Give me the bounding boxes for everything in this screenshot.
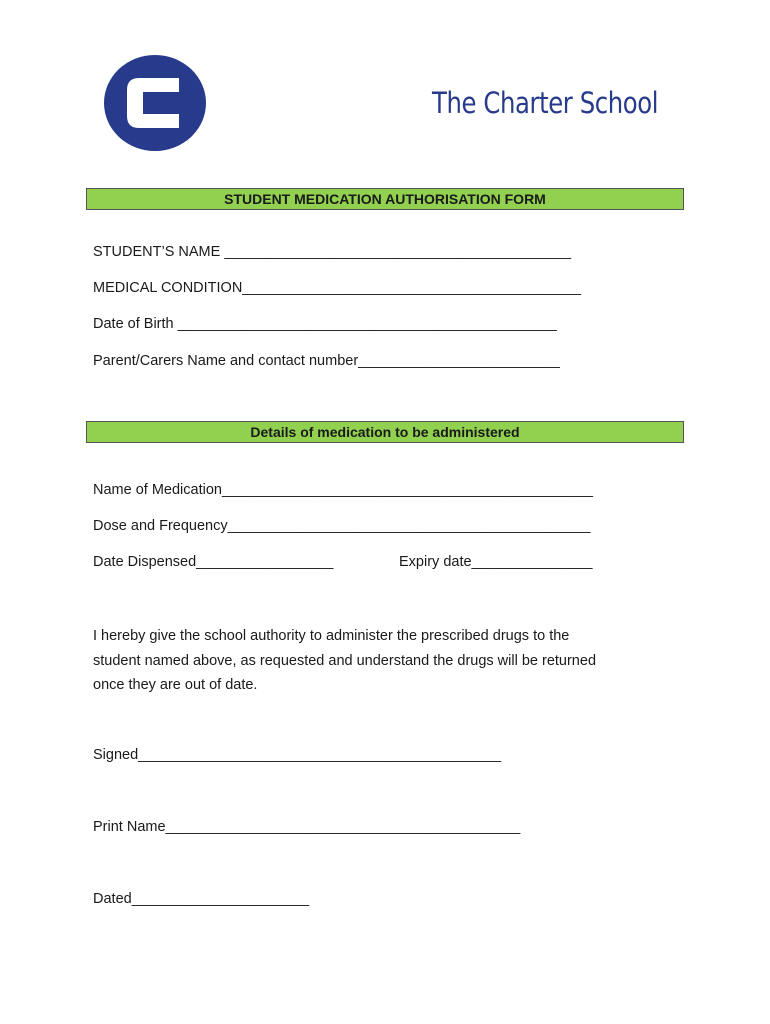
student-name-field: STUDENT’S NAME ___________________________________________ [93, 244, 572, 260]
signed-field: Signed_____________________________________________ [93, 747, 502, 763]
date-dispensed-field: Date Dispensed_________________ [93, 554, 334, 570]
medical-condition-field: MEDICAL CONDITION__________________________________________ [93, 280, 582, 296]
expiry-date-field: Expiry date_______________ [399, 554, 593, 570]
print-name-field: Print Name____________________________________________ [93, 819, 521, 835]
medication-details-banner: Details of medication to be administered [86, 421, 684, 443]
date-of-birth-field: Date of Birth _______________________________________________ [93, 316, 557, 332]
declaration-paragraph [93, 624, 693, 698]
form-title-banner: STUDENT MEDICATION AUTHORISATION FORM [86, 188, 684, 210]
dose-frequency-field: Dose and Frequency_____________________________________________ [93, 518, 591, 534]
school-logo [103, 54, 207, 152]
dated-field: Dated______________________ [93, 891, 310, 907]
declaration-line: I hereby give the school authority to administer the prescribed drugs to the [93, 628, 570, 644]
declaration-line: student named above, as requested and understand the drugs will be returned [93, 652, 597, 669]
declaration-line: once they are out of date. [93, 677, 258, 693]
parent-contact-field: Parent/Carers Name and contact number_________________________ [93, 353, 560, 369]
school-name: The Charter School [432, 86, 659, 120]
medication-name-field: Name of Medication______________________________________________ [93, 482, 593, 498]
